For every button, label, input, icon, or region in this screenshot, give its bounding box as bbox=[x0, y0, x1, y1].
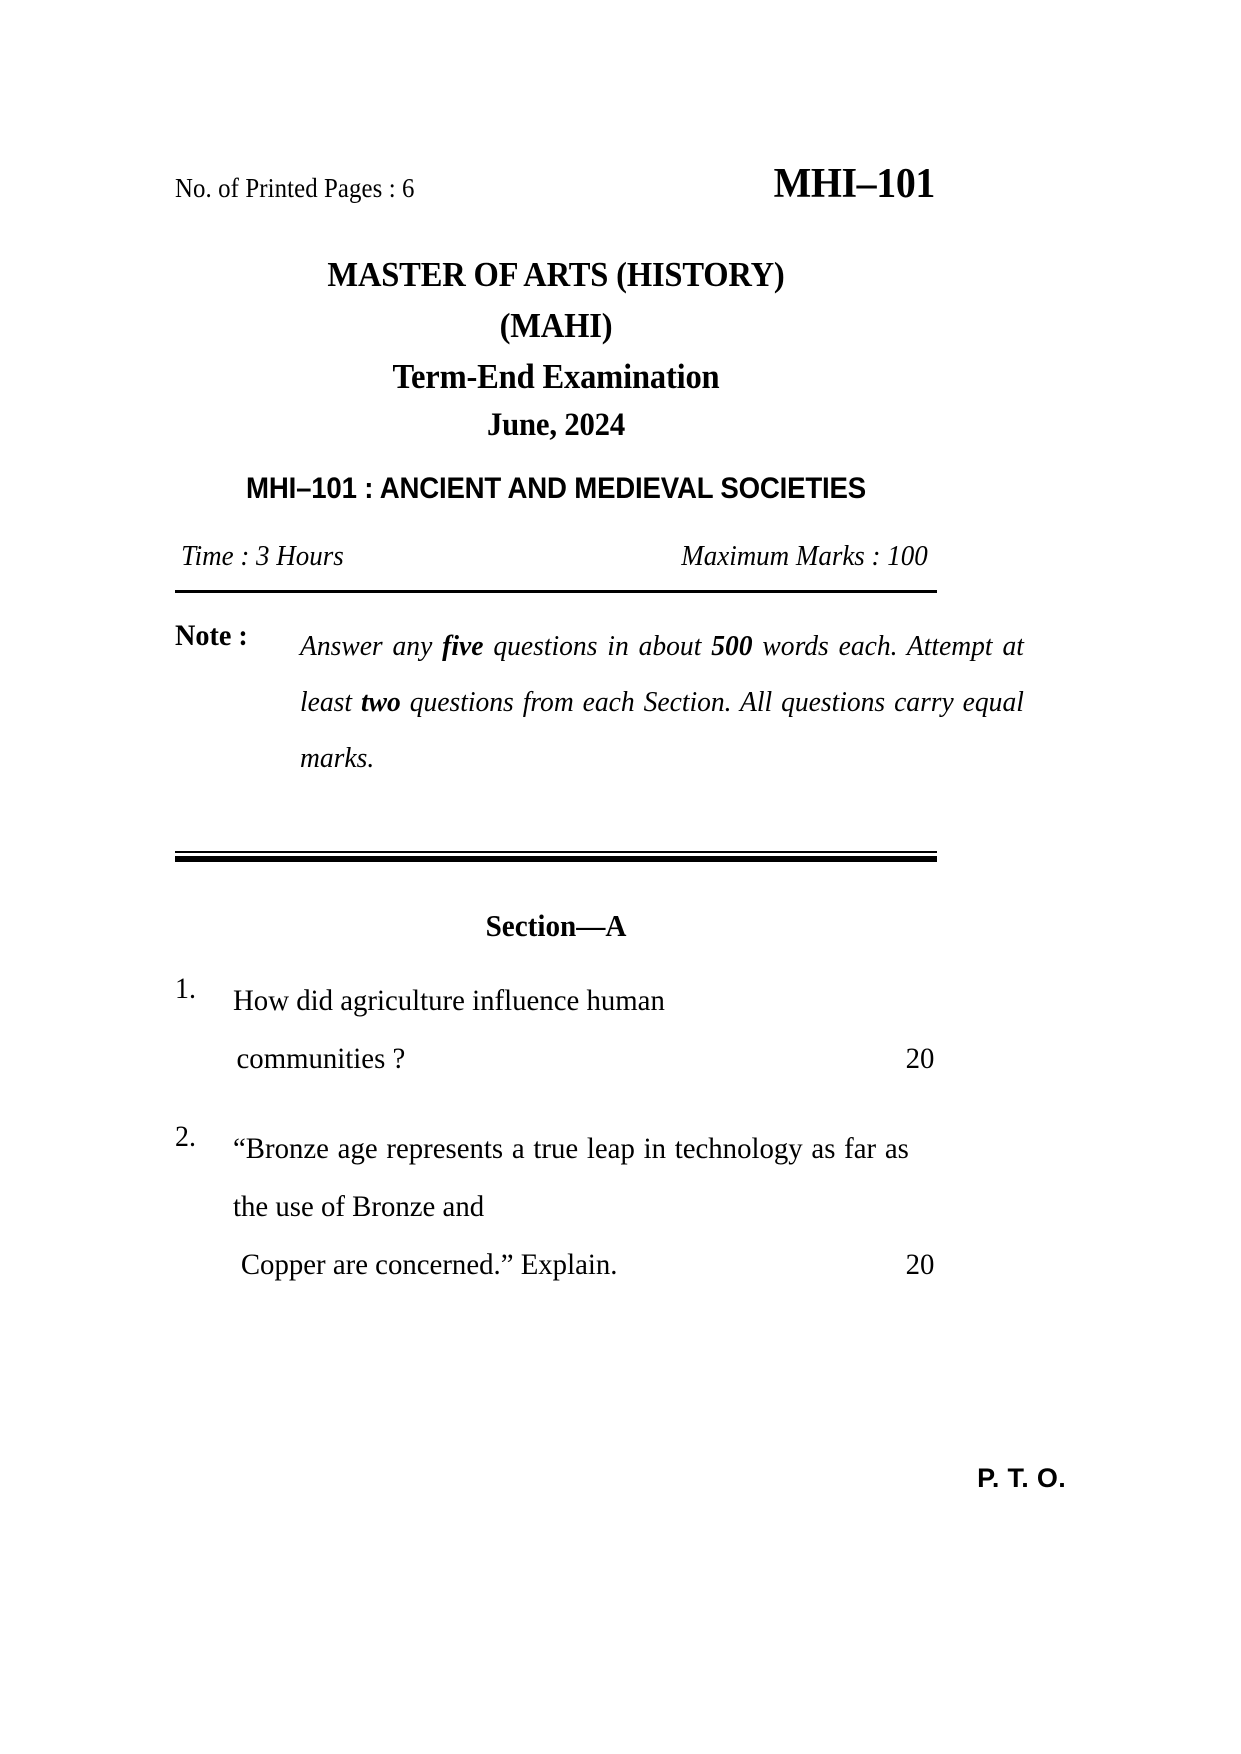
note-label: Note : bbox=[175, 619, 248, 653]
subject-title: MHI–101 : ANCIENT AND MEDIEVAL SOCIETIES bbox=[246, 472, 866, 506]
question-item bbox=[175, 972, 937, 1088]
question-marks: 20 bbox=[905, 1247, 935, 1281]
question-item bbox=[175, 1120, 937, 1294]
page-turn-over-label: P. T. O. bbox=[977, 1463, 1066, 1493]
exam-max-marks: Maximum Marks : 100 bbox=[681, 540, 928, 573]
question-last-line bbox=[233, 1030, 937, 1088]
question-text-tail: communities ? bbox=[236, 1041, 406, 1075]
page-header bbox=[175, 160, 937, 224]
exam-duration: Time : 3 Hours bbox=[181, 540, 344, 573]
rule-below-note bbox=[175, 851, 937, 862]
note-text bbox=[300, 619, 1024, 787]
exam-type: Term-End Examination bbox=[392, 356, 720, 396]
question-text: How did agriculture influence human bbox=[233, 984, 665, 1018]
questions-list bbox=[175, 972, 937, 1293]
exam-session: June, 2024 bbox=[487, 407, 625, 444]
section-a-heading: Section—A bbox=[485, 908, 627, 944]
note-block bbox=[175, 619, 1024, 829]
page-content bbox=[175, 160, 1024, 1326]
question-marks: 20 bbox=[905, 1041, 935, 1075]
question-last-line bbox=[233, 1236, 937, 1294]
note-text-2: questions in about bbox=[483, 630, 712, 663]
title-block bbox=[175, 250, 937, 450]
question-text-tail: Copper are concerned.” Explain. bbox=[240, 1247, 618, 1281]
rule-thin-line bbox=[175, 851, 937, 853]
note-emphasis-two: two bbox=[360, 686, 401, 719]
programme-code: (MAHI) bbox=[499, 305, 613, 345]
question-number: 1. bbox=[175, 972, 196, 1006]
note-text-1: Answer any bbox=[300, 630, 443, 663]
exam-meta-row bbox=[175, 540, 937, 573]
rule-above-note bbox=[175, 590, 937, 593]
note-text-3: words each. Attempt at least bbox=[300, 630, 1024, 719]
rule-thick-line bbox=[175, 856, 937, 862]
programme-title: MASTER OF ARTS (HISTORY) bbox=[327, 255, 785, 294]
note-emphasis-500: 500 bbox=[711, 630, 753, 663]
printed-pages-label: No. of Printed Pages : 6 bbox=[175, 173, 415, 203]
question-text: “Bronze age represents a true leap in technology as far as the use of Bronze and bbox=[233, 1131, 909, 1223]
note-text-4: questions from each Section. All questions carry equal marks. bbox=[300, 686, 1024, 775]
paper-code: MHI–101 bbox=[773, 161, 936, 207]
question-number: 2. bbox=[175, 1119, 196, 1153]
note-emphasis-five: five bbox=[442, 630, 484, 663]
